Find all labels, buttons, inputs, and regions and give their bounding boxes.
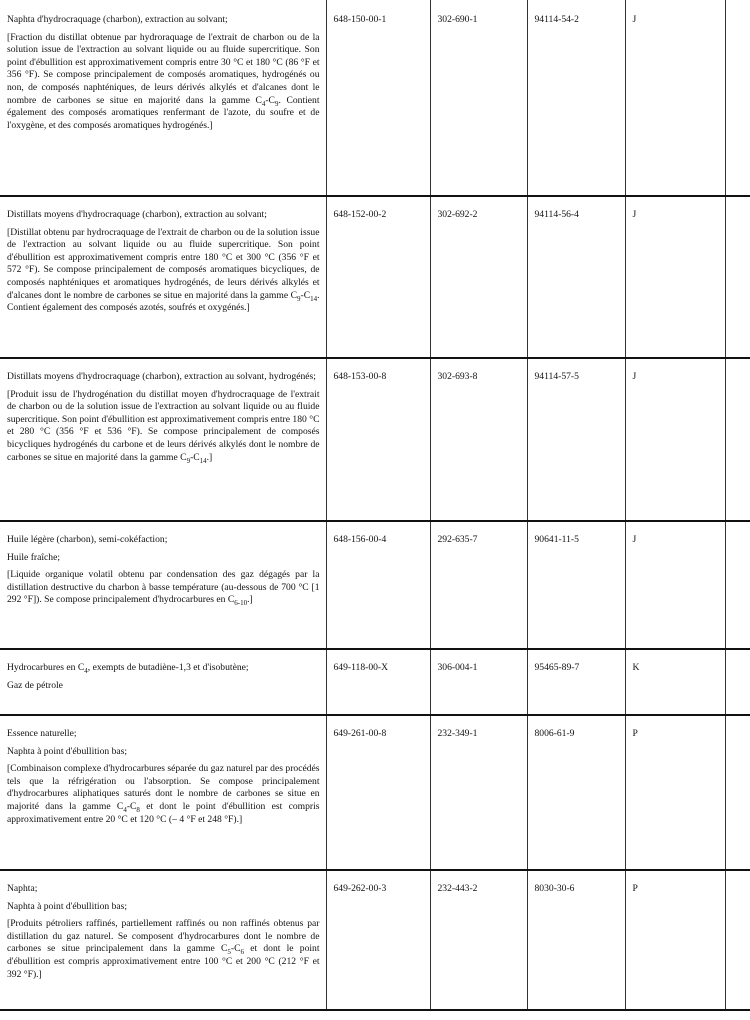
cas-number: 95465-89-7 xyxy=(527,649,625,715)
substance-description-cell xyxy=(0,196,326,358)
substance-description-cell xyxy=(0,0,326,196)
ec-number: 302-693-8 xyxy=(430,358,527,521)
index-number: 648-150-00-1 xyxy=(326,0,430,196)
substance-name: Essence naturelle; xyxy=(7,728,77,739)
note-code: J xyxy=(625,0,725,196)
table-row xyxy=(0,715,750,870)
substance-synonym: Naphta à point d'ébullition bas; xyxy=(7,900,128,912)
note-code: J xyxy=(625,358,725,521)
ec-number: 232-349-1 xyxy=(430,715,527,870)
note-code: P xyxy=(625,870,725,1010)
empty-edge-cell xyxy=(725,196,750,358)
substance-name: Distillats moyens d'hydrocraquage (charbon), extraction au solvant, hydrogénés; xyxy=(7,371,316,382)
empty-edge-cell xyxy=(725,521,750,649)
empty-edge-cell xyxy=(725,649,750,715)
table-row xyxy=(0,0,750,196)
ec-number: 306-004-1 xyxy=(430,649,527,715)
substance-name: Distillats moyens d'hydrocraquage (charbon), extraction au solvant; xyxy=(7,209,267,220)
cas-number: 8030-30-6 xyxy=(527,870,625,1010)
cas-number: 94114-57-5 xyxy=(527,358,625,521)
substance-description: [Fraction du distillat obtenue par hydroraquage de l'extrait de charbon ou de la solution issue de l'extraction au solvant liquide ou au fluide supercritique. Son point d'ébullition est approximativement compris entre 30 °C et 180 °C (86 °F et 356 °F). Se compose principalement de composés aromatiques, hydrogénés ou non, de composés naphténiques, de leurs dérivés alkylés et d'alcanes dont le nombre de carbones se situe en majorité dans la gamme $C_4-C_9$. Contient également des composés aromatiques renfermant de l'azote, du soufre et de l'oxygène, et des composés aromatiques hydrogénés.] xyxy=(7,31,320,131)
table-row xyxy=(0,870,750,1010)
ec-number: 292-635-7 xyxy=(430,521,527,649)
index-number: 648-153-00-8 xyxy=(326,358,430,521)
cas-number: 8006-61-9 xyxy=(527,715,625,870)
table-row xyxy=(0,521,750,649)
note-code: J xyxy=(625,521,725,649)
empty-edge-cell xyxy=(725,0,750,196)
table-row xyxy=(0,196,750,358)
table-row xyxy=(0,358,750,521)
substance-description-cell xyxy=(0,715,326,870)
cas-number: 94114-54-2 xyxy=(527,0,625,196)
substance-name: Huile légère (charbon), semi-cokéfaction; xyxy=(7,534,168,545)
index-number: 649-118-00-X xyxy=(326,649,430,715)
substance-description: [Liquide organique volatil obtenu par condensation des gaz dégagés par la distillation destructive du charbon à basse température (au-dessous de 700 °C [1 292 °F]). Se compose principalement d'hydrocarbures en $C_{6-10}$.] xyxy=(7,569,320,608)
ec-number: 302-690-1 xyxy=(430,0,527,196)
substance-description-cell xyxy=(0,521,326,649)
ec-number: 232-443-2 xyxy=(430,870,527,1010)
substance-description-cell xyxy=(0,649,326,715)
substance-description-cell xyxy=(0,870,326,1010)
cas-number: 94114-56-4 xyxy=(527,196,625,358)
ec-number: 302-692-2 xyxy=(430,196,527,358)
substance-synonym: Naphta à point d'ébullition bas; xyxy=(7,745,128,757)
note-code: J xyxy=(625,196,725,358)
substance-description-cell xyxy=(0,358,326,521)
substance-name: Naphta; xyxy=(7,883,38,894)
index-number: 648-152-00-2 xyxy=(326,196,430,358)
substance-name: Naphta d'hydrocraquage (charbon), extraction au solvant; xyxy=(7,14,228,25)
index-number: 649-261-00-8 xyxy=(326,715,430,870)
empty-edge-cell xyxy=(725,870,750,1010)
substance-description: [Combinaison complexe d'hydrocarbures séparée du gaz naturel par des procédés tels que la réfrigération ou l'absorption. Se compose principalement d'hydrocarbures aliphatiques saturés dont le nombre de carbones se situe en majorité dans la gamme $C_4-C_8$ et dont le point d'ébullition est compris approximativement entre 20 °C et 120 °C (– 4 °F et 248 °F).] xyxy=(7,763,320,825)
substance-description: [Produits pétroliers raffinés, partiellement raffinés ou non raffinés obtenus par distillation du gaz naturel. Se composent d'hydrocarbures dont le nombre de carbones se situe principalement dans la gamme $C_5-C_6$ et dont le point d'ébullition est compris approximativement entre 100 °C et 200 °C (212 °F et 392 °F).] xyxy=(7,918,320,980)
note-code: P xyxy=(625,715,725,870)
substance-name: Hydrocarbures en $C_4$, exempts de butadiène-1,3 et d'isobutène; xyxy=(7,662,249,675)
index-number: 648-156-00-4 xyxy=(326,521,430,649)
cas-number: 90641-11-5 xyxy=(527,521,625,649)
index-number: 649-262-00-3 xyxy=(326,870,430,1010)
substance-description: [Produit issu de l'hydrogénation du distillat moyen d'hydrocraquage de l'extrait de charbon ou de la solution issue de l'extraction au solvant liquide ou au fluide supercritique. Son point d'ébullition est approximativement compris entre 180 °C et 280 °C (356 °F et 536 °F). Se compose principalement de composés bicycliques hydrogénés du carbone et de leurs dérivés alkylés dont le nombre de carbones se situe en majorité dans la gamme $C_9-C_{14}$.] xyxy=(7,388,320,465)
table-row xyxy=(0,649,750,715)
note-code: K xyxy=(625,649,725,715)
substance-synonym: Gaz de pétrole xyxy=(7,679,63,691)
substance-description: [Distillat obtenu par hydrocraquage de l'extrait de charbon ou de la solution issue de l'extraction au solvant liquide ou au fluide supercritique. Son point d'ébullition est approximativement compris entre 180 °C et 300 °C (356 °F et 572 °F). Se compose principalement de composés aromatiques bicycliques, de composés naphténiques et aromatiques hydrogénés, de leurs dérivés alkylés et d'alcanes dont le nombre de carbones se situe en majorité dans la gamme $C_9-C_{14}$. Contient également des composés azotés, soufrés et oxygénés.] xyxy=(7,226,320,314)
empty-edge-cell xyxy=(725,715,750,870)
empty-edge-cell xyxy=(725,358,750,521)
substance-synonym: Huile fraîche; xyxy=(7,551,61,563)
